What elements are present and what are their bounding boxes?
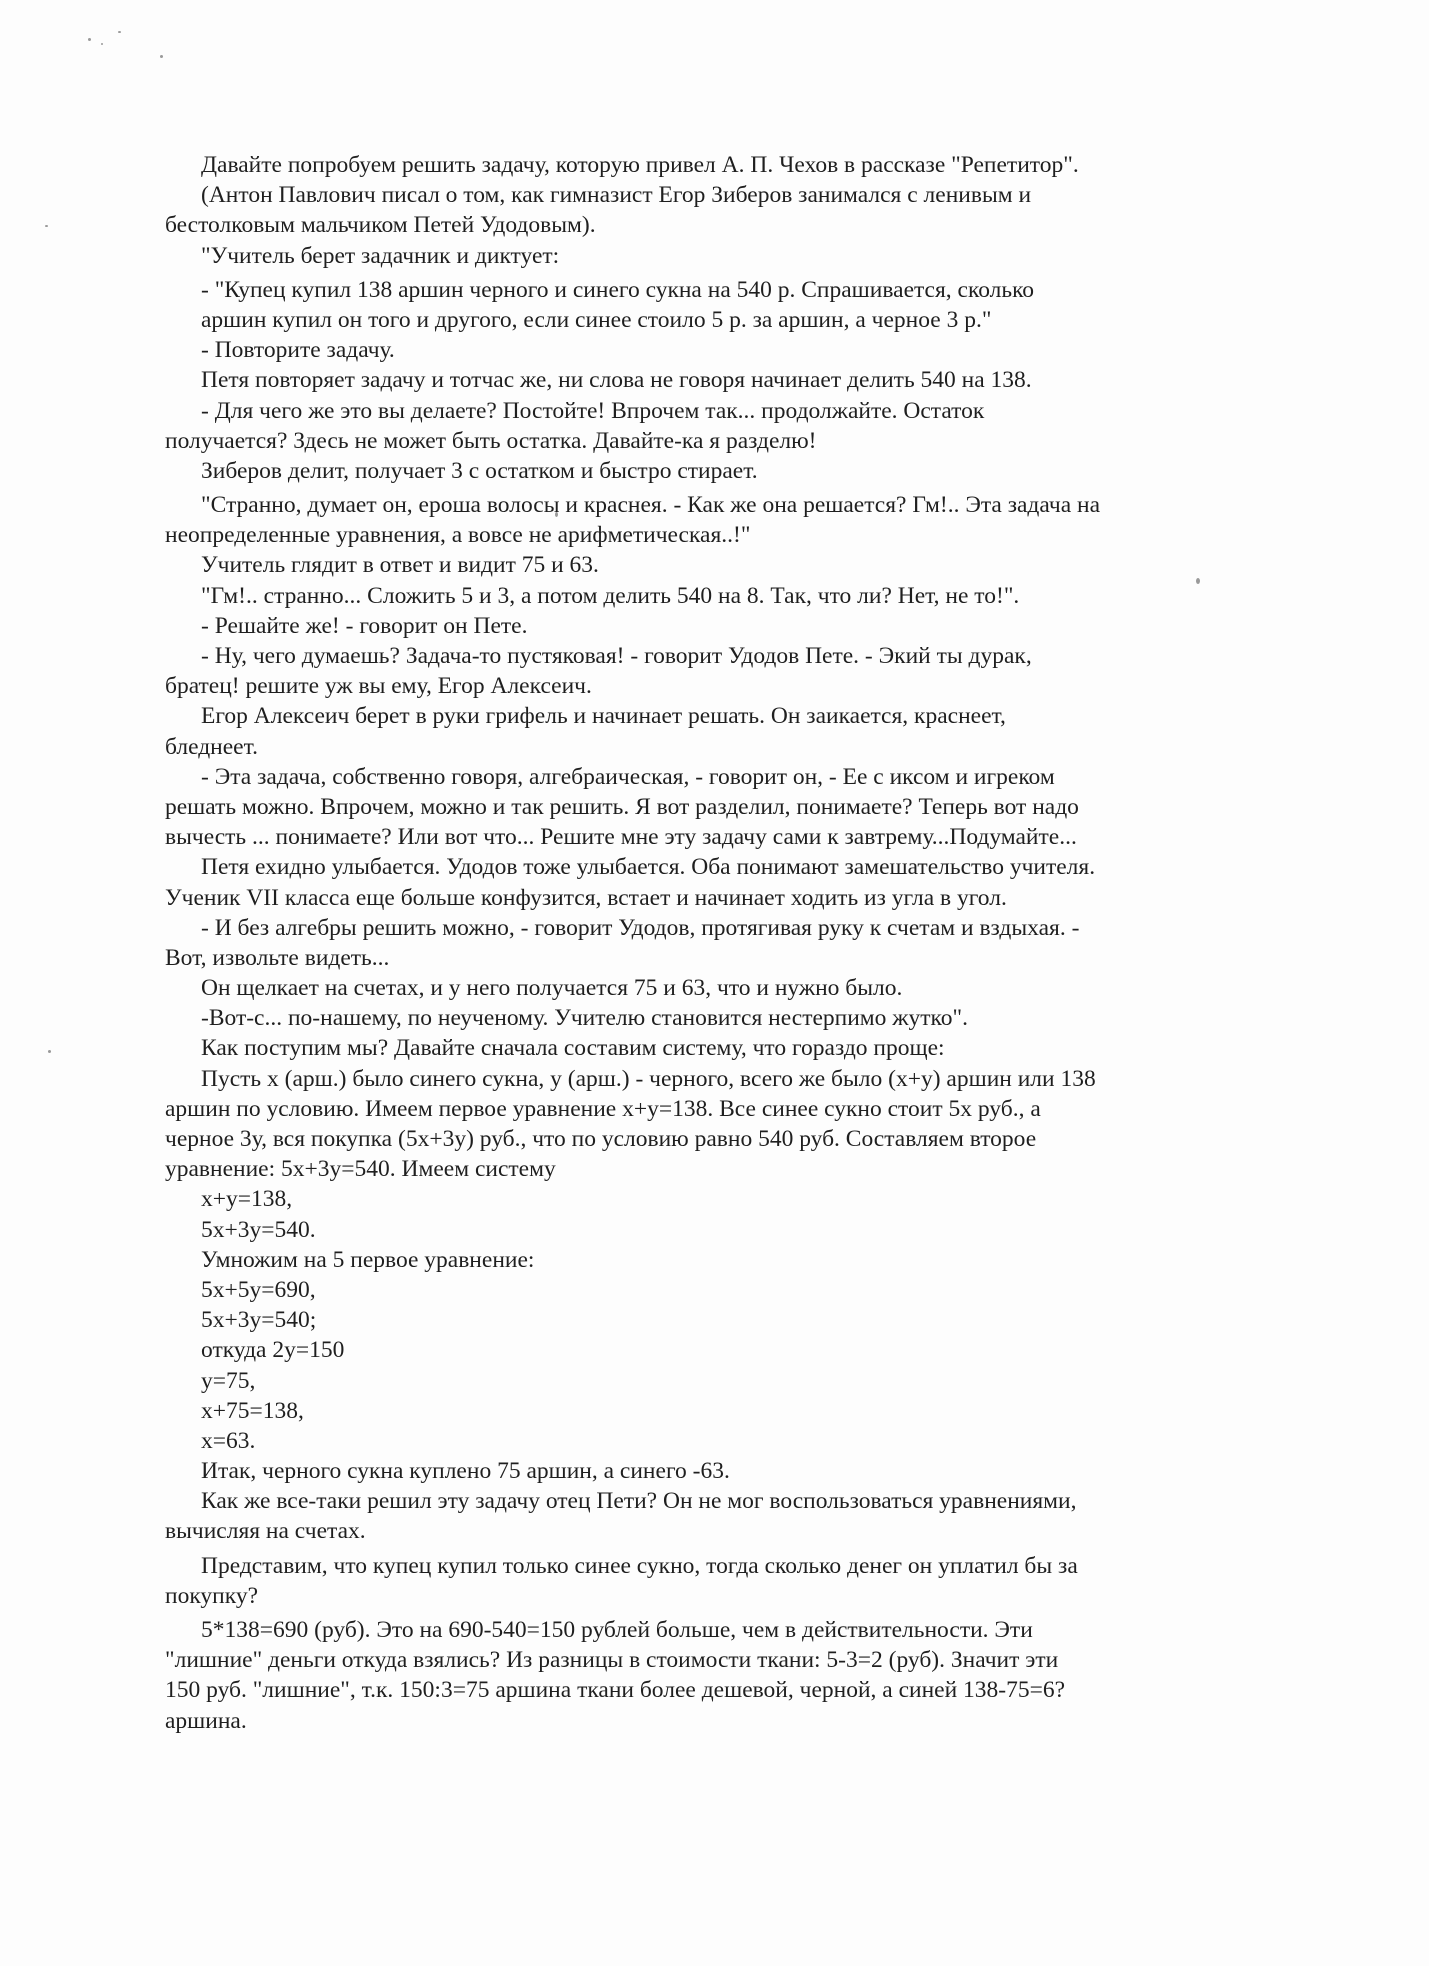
text-line: вычесть ... понимаете? Или вот что... Решите мне эту задачу сами к завтрему...Подумайте... bbox=[165, 824, 1077, 851]
text-line: уравнение: 5х+3у=540. Имеем систему bbox=[165, 1156, 556, 1183]
equation-line: 5х+3у=540. bbox=[201, 1216, 316, 1243]
equation-line: х+75=138, bbox=[201, 1397, 304, 1424]
scan-speck bbox=[48, 1050, 51, 1053]
text-line: Давайте попробуем решить задачу, которую привел А. П. Чехов в рассказе "Репетитор". bbox=[201, 152, 1079, 178]
text-line: аршин купил он того и другого, если синее стоило 5 р. за аршин, а черное 3 р." bbox=[201, 306, 992, 333]
text-line: "Гм!.. странно... Сложить 5 и 3, а потом делить 540 на 8. Так, что ли? Нет, не то!". bbox=[201, 582, 1020, 609]
text-line: (Антон Павлович писал о том, как гимназист Егор Зиберов занимался с ленивым и bbox=[201, 182, 1032, 209]
text-line: - Ну, чего думаешь? Задача-то пустяковая! - говорит Удодов Пете. - Экий ты дурак, bbox=[201, 643, 1032, 669]
text-line: - "Купец купил 138 аршин черного и синего сукна на 540 р. Спрашивается, сколько bbox=[201, 276, 1035, 303]
text-line: Петя повторяет задачу и тотчас же, ни слова не говоря начинает делить 540 на 138. bbox=[201, 367, 1032, 394]
text-line: -Вот-с... по-нашему, по неученому. Учителю становится нестерпимо жутко". bbox=[201, 1005, 968, 1032]
text-line: Как же все-таки решил эту задачу отец Пети? Он не мог воспользоваться уравнениями, bbox=[201, 1488, 1077, 1515]
scan-speck bbox=[101, 43, 103, 45]
equation-line: 5х+3у=540; bbox=[201, 1307, 317, 1334]
text-line: неопределенные уравнения, а вовсе не арифметическая..!" bbox=[165, 522, 751, 549]
text-line: получается? Здесь не может быть остатка. Давайте-ка я разделю! bbox=[165, 427, 817, 454]
scan-speck bbox=[160, 55, 163, 58]
text-line: 5*138=690 (руб). Это на 690-540=150 рублей больше, чем в действительности. Эти bbox=[201, 1617, 1033, 1643]
text-line: Учитель глядит в ответ и видит 75 и 63. bbox=[201, 552, 599, 579]
text-line: аршин по условию. Имеем первое уравнение х+у=138. Все синее сукно стоит 5х руб., а bbox=[165, 1095, 1041, 1122]
scan-speck bbox=[118, 31, 121, 33]
text-line: черное 3у, вся покупка (5х+3у) руб., что по условию равно 540 руб. Составляем второе bbox=[165, 1126, 1037, 1152]
text-line: братец! решите уж вы ему, Егор Алексеич. bbox=[165, 673, 592, 700]
scan-speck bbox=[45, 225, 48, 227]
equation-line: х+у=138, bbox=[201, 1186, 293, 1213]
text-line: Петя ехидно улыбается. Удодов тоже улыбается. Оба понимают замешательство учителя. bbox=[201, 854, 1096, 881]
text-line: Представим, что купец купил только синее сукно, тогда сколько денег он уплатил бы за bbox=[201, 1552, 1078, 1579]
text-line: Вот, извольте видеть... bbox=[165, 944, 390, 971]
text-line: - И без алгебры решить можно, - говорит Удодов, протягивая руку к счетам и вздыхая. - bbox=[201, 914, 1080, 941]
text-line: Зиберов делит, получает 3 с остатком и быстро стирает. bbox=[201, 457, 758, 484]
document-text bbox=[165, 150, 1285, 1736]
scan-speck bbox=[88, 38, 91, 41]
equation-line: 5х+5у=690, bbox=[201, 1276, 316, 1303]
text-line: аршина. bbox=[165, 1707, 247, 1734]
equation-line: откуда 2у=150 bbox=[201, 1337, 345, 1364]
text-line: - Повторите задачу. bbox=[201, 337, 395, 364]
text-line: 150 руб. "лишние", т.к. 150:3=75 аршина ткани более дешевой, черной, а синей 138-75=6? bbox=[165, 1677, 1066, 1704]
text-line: Итак, черного сукна куплено 75 аршин, а синего -63. bbox=[201, 1458, 730, 1485]
text-line: Умножим на 5 первое уравнение: bbox=[201, 1246, 535, 1273]
text-line: Он щелкает на счетах, и у него получается 75 и 63, что и нужно было. bbox=[201, 975, 903, 1002]
text-line: Егор Алексеич берет в руки грифель и начинает решать. Он заикается, краснеет, bbox=[201, 703, 1006, 730]
text-line: бледнеет. bbox=[165, 733, 258, 760]
text-line: "лишние" деньги откуда взялись? Из разницы в стоимости ткани: 5-3=2 (руб). Значит эти bbox=[165, 1647, 1059, 1674]
text-line: "Странно, думает он, ероша волосы и краснея. - Как же она решается? Гм!.. Эта задача на bbox=[201, 492, 1101, 519]
text-line: покупку? bbox=[165, 1582, 259, 1609]
text-line: Пусть х (арш.) было синего сукна, у (арш.) - черного, всего же было (х+у) аршин или 138 bbox=[201, 1065, 1096, 1092]
text-line: решать можно. Впрочем, можно и так решить. Я вот разделил, понимаете? Теперь вот надо bbox=[165, 793, 1079, 820]
equation-line: х=63. bbox=[201, 1427, 256, 1454]
text-line: "Учитель берет задачник и диктует: bbox=[201, 242, 560, 269]
text-line: бестолковым мальчиком Петей Удодовым). bbox=[165, 212, 596, 239]
text-line: - Для чего же это вы делаете? Постойте! Впрочем так... продолжайте. Остаток bbox=[201, 397, 985, 424]
text-line: - Решайте же! - говорит он Пете. bbox=[201, 612, 528, 639]
text-line: Ученик VII класса еще больше конфузится, встает и начинает ходить из угла в угол. bbox=[165, 884, 1007, 911]
text-line: - Эта задача, собственно говоря, алгебраическая, - говорит он, - Ее с иксом и игреком bbox=[201, 763, 1055, 790]
text-line: вычисляя на счетах. bbox=[165, 1518, 366, 1545]
text-line: Как поступим мы? Давайте сначала составим систему, что гораздо проще: bbox=[201, 1035, 945, 1062]
equation-line: у=75, bbox=[201, 1367, 256, 1394]
